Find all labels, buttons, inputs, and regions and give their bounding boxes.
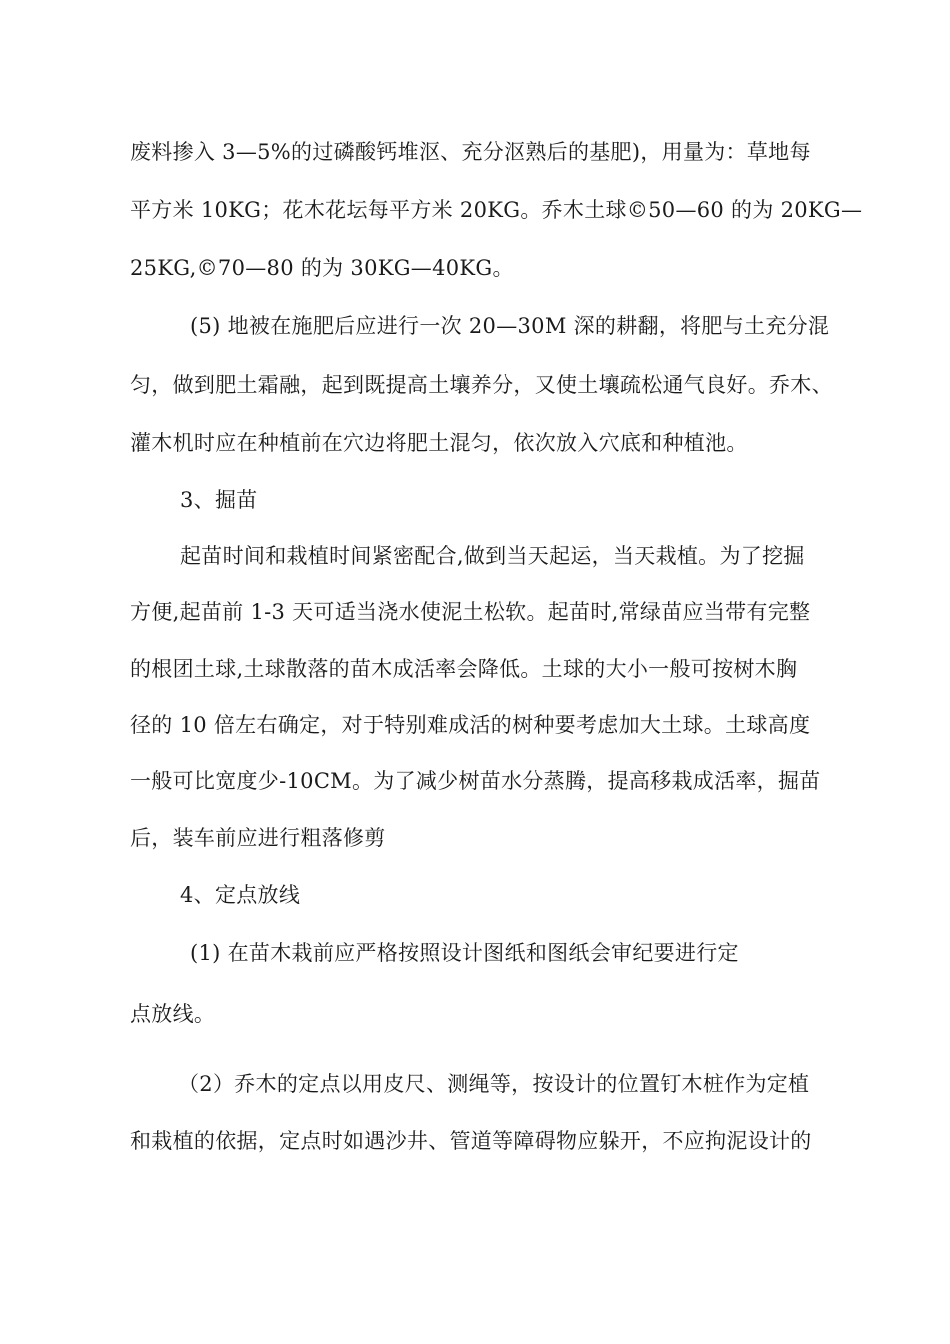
- section-heading: 4、定点放线: [180, 883, 301, 907]
- text-line: 方便,起苗前 1-3 天可适当浇水使泥土松软。起苗时,常绿苗应当带有完整: [130, 600, 811, 624]
- text-line: 平方米 10KG；花木花坛每平方米 20KG。乔木土球©50—60 的为 20KG—: [130, 198, 863, 222]
- text-line: 径的 10 倍左右确定，对于特别难成活的树种要考虑加大土球。土球高度: [130, 713, 811, 737]
- text-line: （2）乔木的定点以用皮尺、测绳等，按设计的位置钉木桩作为定植: [178, 1072, 810, 1096]
- text-line: 灌木机时应在种植前在穴边将肥土混匀，依次放入穴底和种植池。: [130, 431, 748, 455]
- text-line: (1) 在苗木栽前应严格按照设计图纸和图纸会审纪要进行定: [190, 941, 739, 965]
- text-line: 点放线。: [130, 1002, 216, 1026]
- text-line: 匀，做到肥土霜融，起到既提高土壤养分，又使土壤疏松通气良好。乔木、: [130, 373, 833, 397]
- text-line: 的根团土球,土球散落的苗木成活率会降低。土球的大小一般可按树木胸: [130, 657, 798, 681]
- text-line: 25KG,©70—80 的为 30KG—40KG。: [130, 256, 514, 280]
- text-line: 一般可比宽度少-10CM。为了减少树苗水分蒸腾，提高移栽成活率，掘苗: [130, 769, 821, 793]
- text-line: 废料掺入 3—5%的过磷酸钙堆沤、充分沤熟后的基肥)，用量为：草地每: [130, 140, 811, 164]
- text-line: 后，装车前应进行粗落修剪: [130, 826, 386, 850]
- text-line: 起苗时间和栽植时间紧密配合,做到当天起运，当天栽植。为了挖掘: [180, 544, 805, 568]
- text-line: 和栽植的依据，定点时如遇沙井、管道等障碍物应躲开，不应拘泥设计的: [130, 1129, 812, 1153]
- text-line: (5) 地被在施肥后应进行一次 20—30M 深的耕翻，将肥与土充分混: [190, 314, 830, 338]
- section-heading: 3、掘苗: [180, 488, 258, 512]
